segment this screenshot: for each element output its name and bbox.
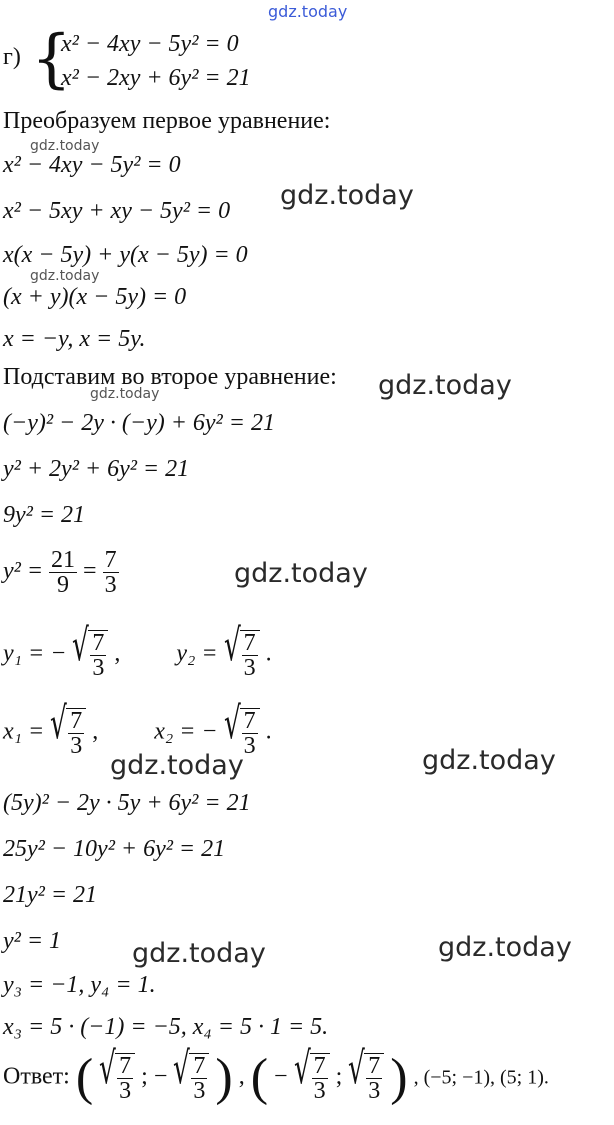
x1-tail: , — [92, 718, 99, 745]
fraction-denominator: 9 — [57, 572, 70, 598]
radical-sign-icon: √ — [50, 698, 68, 749]
fraction-numerator: 7 — [368, 1053, 381, 1079]
watermark-5: gdz.today — [422, 745, 556, 776]
sqrt-answer-1 — [99, 1043, 135, 1104]
sqrt-answer-2 — [173, 1043, 209, 1104]
answer-sep-2: ; — [335, 1063, 343, 1090]
roots-y — [3, 620, 272, 681]
paren-close: ) — [215, 1049, 233, 1106]
fraction-denominator: 3 — [243, 655, 256, 681]
system-equation-1: x² − 4xy − 5y² = 0 — [61, 31, 239, 57]
problem-label: г) — [3, 44, 21, 70]
answer — [3, 1043, 549, 1106]
sub-step-9: y₃ = −1, y₄ = 1. — [3, 972, 156, 998]
fraction-denominator: 3 — [104, 572, 117, 598]
step-4: (x + y)(x − 5y) = 0 — [3, 284, 187, 310]
heading-transform: Преобразуем первое уравнение: — [3, 108, 331, 134]
fraction-denominator: 3 — [193, 1078, 206, 1104]
radical-sign-icon: √ — [348, 1043, 366, 1094]
watermark-3: gdz.today — [234, 558, 368, 589]
sqrt-y2 — [223, 620, 260, 681]
sub-step-4-lhs: y² = — [3, 558, 44, 585]
watermark-7: gdz.today — [438, 932, 572, 963]
radical-sign-icon: √ — [99, 1043, 116, 1094]
fraction-21-9 — [49, 548, 77, 597]
fraction-denominator: 3 — [368, 1078, 381, 1104]
equation-system — [3, 22, 323, 97]
watermark-4: gdz.today — [110, 750, 244, 781]
step-1: x² − 4xy − 5y² = 0 — [3, 152, 181, 178]
answer-tail: , (−5; −1), (5; 1). — [413, 1066, 549, 1089]
paren-open: ( — [250, 1049, 269, 1106]
radical-sign-icon: √ — [173, 1043, 191, 1094]
sub-step-2: y² + 2y² + 6y² = 21 — [3, 456, 190, 482]
watermark-6: gdz.today — [132, 938, 266, 969]
y2-tail: . — [265, 640, 272, 667]
y1-tail: , — [114, 640, 121, 667]
equals-sign: = — [83, 558, 97, 585]
sqrt-y1 — [72, 620, 108, 681]
fraction-denominator: 3 — [243, 733, 256, 759]
fraction-7-3 — [103, 548, 119, 597]
y2-lhs: y₂ = — [176, 640, 218, 667]
answer-sign-c: − — [274, 1063, 288, 1090]
fraction-numerator: 7 — [119, 1053, 132, 1079]
x1-lhs: x₁ = — [3, 718, 45, 745]
fraction-denominator: 3 — [70, 733, 83, 759]
sqrt-answer-4 — [348, 1043, 384, 1104]
x2-lhs: x₂ = − — [154, 718, 218, 745]
sqrt-answer-3 — [293, 1043, 330, 1104]
step-2: x² − 5xy + xy − 5y² = 0 — [3, 198, 231, 224]
answer-sep-1: ; — [141, 1063, 148, 1090]
watermark-small-2: gdz.today — [30, 268, 100, 284]
heading-substitute: Подставим во второе уравнение: — [3, 364, 337, 390]
watermark-small-1: gdz.today — [30, 138, 100, 154]
step-3: x(x − 5y) + y(x − 5y) = 0 — [3, 242, 248, 268]
answer-label: Ответ: — [3, 1063, 70, 1090]
x2-tail: . — [265, 718, 272, 745]
fraction-denominator: 3 — [92, 655, 105, 681]
radical-sign-icon: √ — [223, 620, 241, 671]
fraction-numerator: 21 — [51, 547, 76, 573]
watermark-small-3: gdz.today — [90, 386, 160, 402]
y1-lhs: y₁ = − — [3, 640, 67, 667]
sub-step-4 — [3, 548, 119, 597]
system-brace: { — [31, 22, 72, 96]
fraction-denominator: 3 — [313, 1078, 326, 1104]
watermark-2: gdz.today — [378, 370, 512, 401]
fraction-numerator: 7 — [243, 708, 256, 734]
fraction-numerator: 7 — [243, 630, 256, 656]
sub-step-6: 25y² − 10y² + 6y² = 21 — [3, 836, 226, 862]
watermark-top: gdz.today — [268, 2, 348, 21]
fraction-numerator: 7 — [104, 547, 117, 573]
paren-close: ) — [390, 1049, 408, 1106]
step-5: x = −y, x = 5y. — [3, 326, 146, 352]
sqrt-x1 — [50, 698, 86, 759]
sub-step-1: (−y)² − 2y · (−y) + 6y² = 21 — [3, 410, 275, 436]
answer-sign-b: − — [153, 1063, 168, 1090]
sub-step-5: (5y)² − 2y · 5y + 6y² = 21 — [3, 790, 251, 816]
fraction-numerator: 7 — [70, 708, 83, 734]
fraction-numerator: 7 — [92, 630, 105, 656]
sub-step-7: 21y² = 21 — [3, 882, 98, 908]
paren-open: ( — [75, 1049, 94, 1106]
fraction-numerator: 7 — [193, 1053, 206, 1079]
sub-step-10: x₃ = 5 · (−1) = −5, x₄ = 5 · 1 = 5. — [3, 1014, 329, 1040]
fraction-numerator: 7 — [313, 1053, 326, 1079]
fraction-denominator: 3 — [119, 1078, 132, 1104]
answer-comma: , — [238, 1063, 245, 1090]
radical-sign-icon: √ — [293, 1043, 311, 1094]
radical-sign-icon: √ — [223, 698, 241, 749]
watermark-1: gdz.today — [280, 180, 414, 211]
sub-step-8: y² = 1 — [3, 928, 62, 954]
sub-step-3: 9y² = 21 — [3, 502, 86, 528]
radical-sign-icon: √ — [72, 620, 90, 671]
system-equation-2: x² − 2xy + 6y² = 21 — [61, 65, 251, 91]
